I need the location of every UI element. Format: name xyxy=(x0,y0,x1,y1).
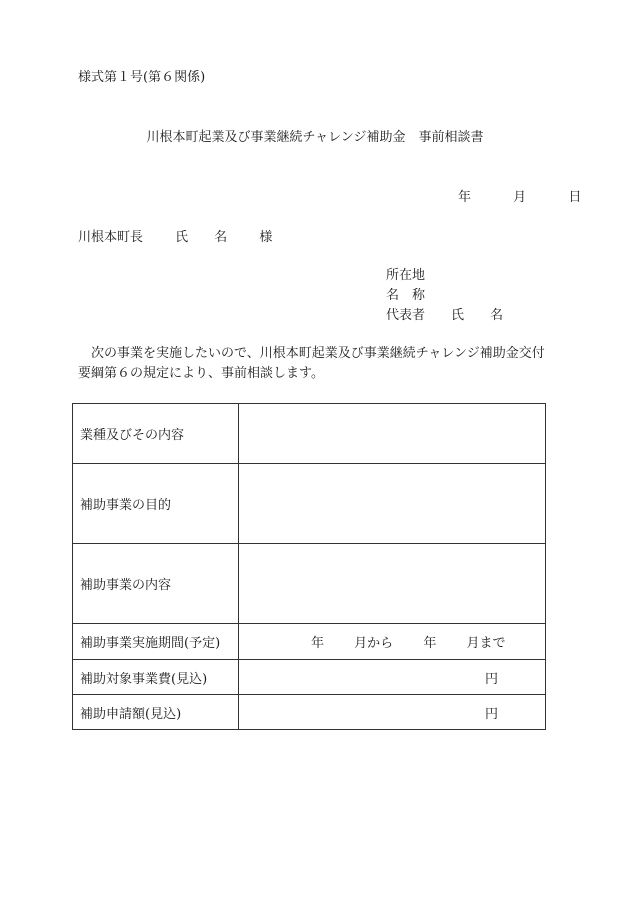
addressee-office: 川根本町長 xyxy=(78,230,144,245)
body-paragraph: 次の事業を実施したいので、川根本町起業及び事業継続チャレンジ補助金交付要綱第６の規定により、事前相談します。 xyxy=(78,346,545,381)
purpose-field[interactable] xyxy=(239,464,546,544)
applicant-rep-name-label: 氏 名 xyxy=(451,308,504,323)
period-end-month: 月まで xyxy=(466,636,506,651)
addressee xyxy=(78,226,272,245)
request-amount-field[interactable] xyxy=(239,695,546,730)
consultation-table xyxy=(72,403,546,730)
form-number: 様式第１号(第６関係) xyxy=(78,70,206,85)
applicant-block xyxy=(386,266,503,326)
table-row xyxy=(73,544,546,624)
row-label-eligible-cost: 補助対象事業費(見込) xyxy=(73,660,239,695)
table-row xyxy=(73,404,546,464)
eligible-cost-field[interactable] xyxy=(239,660,546,695)
period-start-month: 月から xyxy=(354,636,394,651)
applicant-name-label: 名 称 xyxy=(386,288,426,303)
applicant-representative-label: 代表者 xyxy=(386,308,426,323)
row-label-content: 補助事業の内容 xyxy=(73,544,239,624)
period-field[interactable] xyxy=(239,624,546,660)
row-label-business-type: 業種及びその内容 xyxy=(73,404,239,464)
date-day-label: 日 xyxy=(568,190,582,205)
date-year-label: 年 xyxy=(458,190,472,205)
date-month-label: 月 xyxy=(513,190,527,205)
date-line xyxy=(458,186,581,205)
row-label-request-amount: 補助申請額(見込) xyxy=(73,695,239,730)
addressee-honorific: 様 xyxy=(259,230,273,245)
eligible-cost-unit: 円 xyxy=(485,671,499,687)
request-amount-unit: 円 xyxy=(485,706,499,722)
applicant-address-label: 所在地 xyxy=(386,268,426,283)
table-row xyxy=(73,660,546,695)
period-start-year: 年 xyxy=(311,636,325,651)
addressee-name-label: 氏 名 xyxy=(175,230,228,245)
applicant-representative xyxy=(386,306,503,326)
row-label-purpose: 補助事業の目的 xyxy=(73,464,239,544)
table-row xyxy=(73,695,546,730)
row-label-period: 補助事業実施期間(予定) xyxy=(73,624,239,660)
table-row xyxy=(73,624,546,660)
business-type-field[interactable] xyxy=(239,404,546,464)
period-end-year: 年 xyxy=(423,636,437,651)
document-title: 川根本町起業及び事業継続チャレンジ補助金 事前相談書 xyxy=(146,130,484,145)
content-field[interactable] xyxy=(239,544,546,624)
table-row xyxy=(73,464,546,544)
